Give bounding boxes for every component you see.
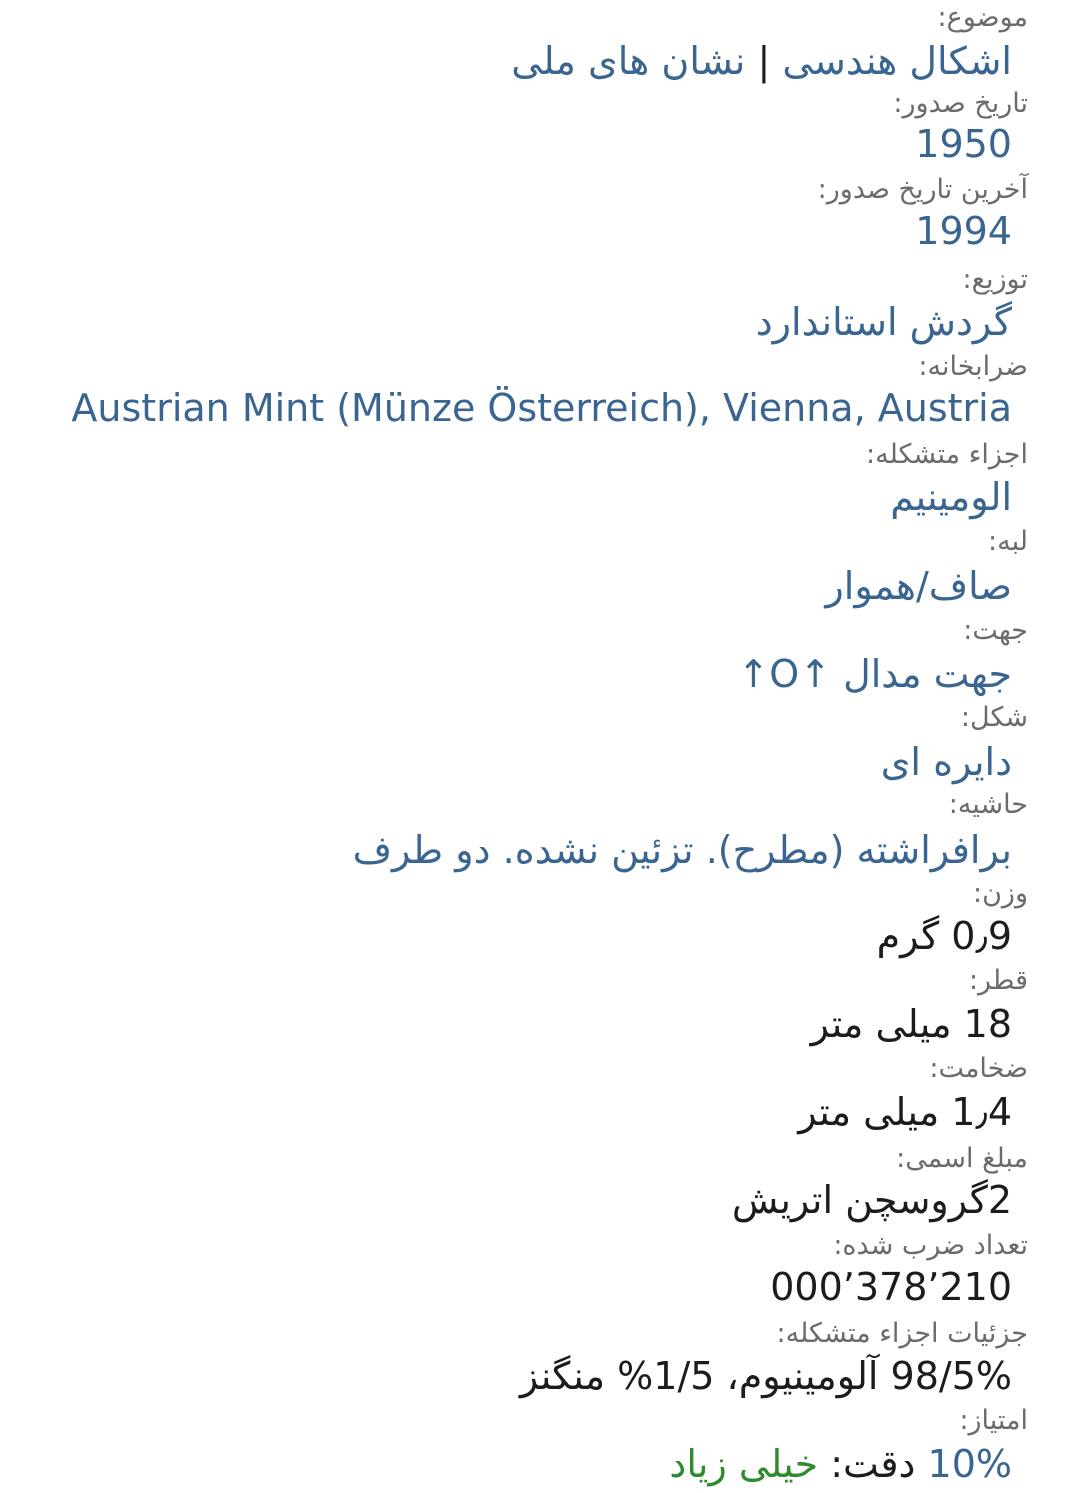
rating-accuracy-value: خیلی زیاد: [669, 1442, 819, 1486]
diameter-label: قطر:: [968, 965, 1028, 996]
distribution-link[interactable]: گردش استاندارد: [755, 300, 1012, 344]
edge-link[interactable]: صاف/هموار: [825, 564, 1012, 608]
mint-label: ضرابخانه:: [918, 351, 1028, 382]
rating-label: امتیاز:: [959, 1405, 1028, 1436]
subject-link-national-emblems[interactable]: نشان های ملی: [511, 39, 746, 83]
issue-date-label: تاریخ صدور:: [893, 88, 1028, 119]
subject-separator: |: [757, 39, 771, 83]
orientation-label: جهت:: [963, 615, 1028, 646]
composition-details-value: 98/5% آلومینیوم، 1/5% منگنز: [519, 1354, 1012, 1398]
rating-value: [669, 1440, 1012, 1488]
face-value-label: مبلغ اسمی:: [896, 1143, 1028, 1174]
edge-label: لبه:: [988, 526, 1028, 557]
subject-label: موضوع:: [937, 2, 1028, 33]
weight-label: وزن:: [972, 878, 1028, 909]
composition-label: اجزاء متشکله:: [866, 439, 1028, 470]
composition-details-label: جزئیات اجزاء متشکله:: [776, 1318, 1028, 1349]
diameter-value: 18 میلی متر: [810, 1002, 1012, 1046]
last-issue-date-link[interactable]: 1994: [915, 209, 1012, 253]
mintage-label: تعداد ضرب شده:: [833, 1230, 1028, 1261]
shape-label: شکل:: [960, 702, 1028, 733]
rating-percent: 10%: [927, 1442, 1012, 1486]
thickness-label: ضخامت:: [929, 1053, 1028, 1084]
face-value-value: 2گروسچن اتریش: [731, 1178, 1012, 1222]
distribution-label: توزیع:: [962, 264, 1028, 295]
issue-date-link[interactable]: 1950: [915, 122, 1012, 166]
subject-link-geometric[interactable]: اشکال هندسی: [782, 39, 1012, 83]
subject-values: [511, 37, 1012, 85]
thickness-value: 1٫4 میلی متر: [798, 1090, 1012, 1134]
orientation-link[interactable]: جهت مدال ↑O↑: [737, 652, 1012, 696]
composition-link[interactable]: الومینیم: [890, 475, 1012, 519]
mintage-value: 210’378’000: [770, 1265, 1012, 1309]
last-issue-date-label: آخرین تاریخ صدور:: [817, 174, 1028, 205]
weight-value: 0٫9 گرم: [876, 914, 1012, 958]
shape-link[interactable]: دایره ای: [880, 740, 1012, 784]
rating-accuracy-label: دقت:: [830, 1442, 916, 1486]
mint-link[interactable]: Austrian Mint (Münze Österreich), Vienna, Austria: [71, 386, 1012, 430]
border-label: حاشیه:: [948, 789, 1028, 820]
border-link[interactable]: برافراشته (مطرح). تزئین نشده. دو طرف: [352, 828, 1012, 872]
